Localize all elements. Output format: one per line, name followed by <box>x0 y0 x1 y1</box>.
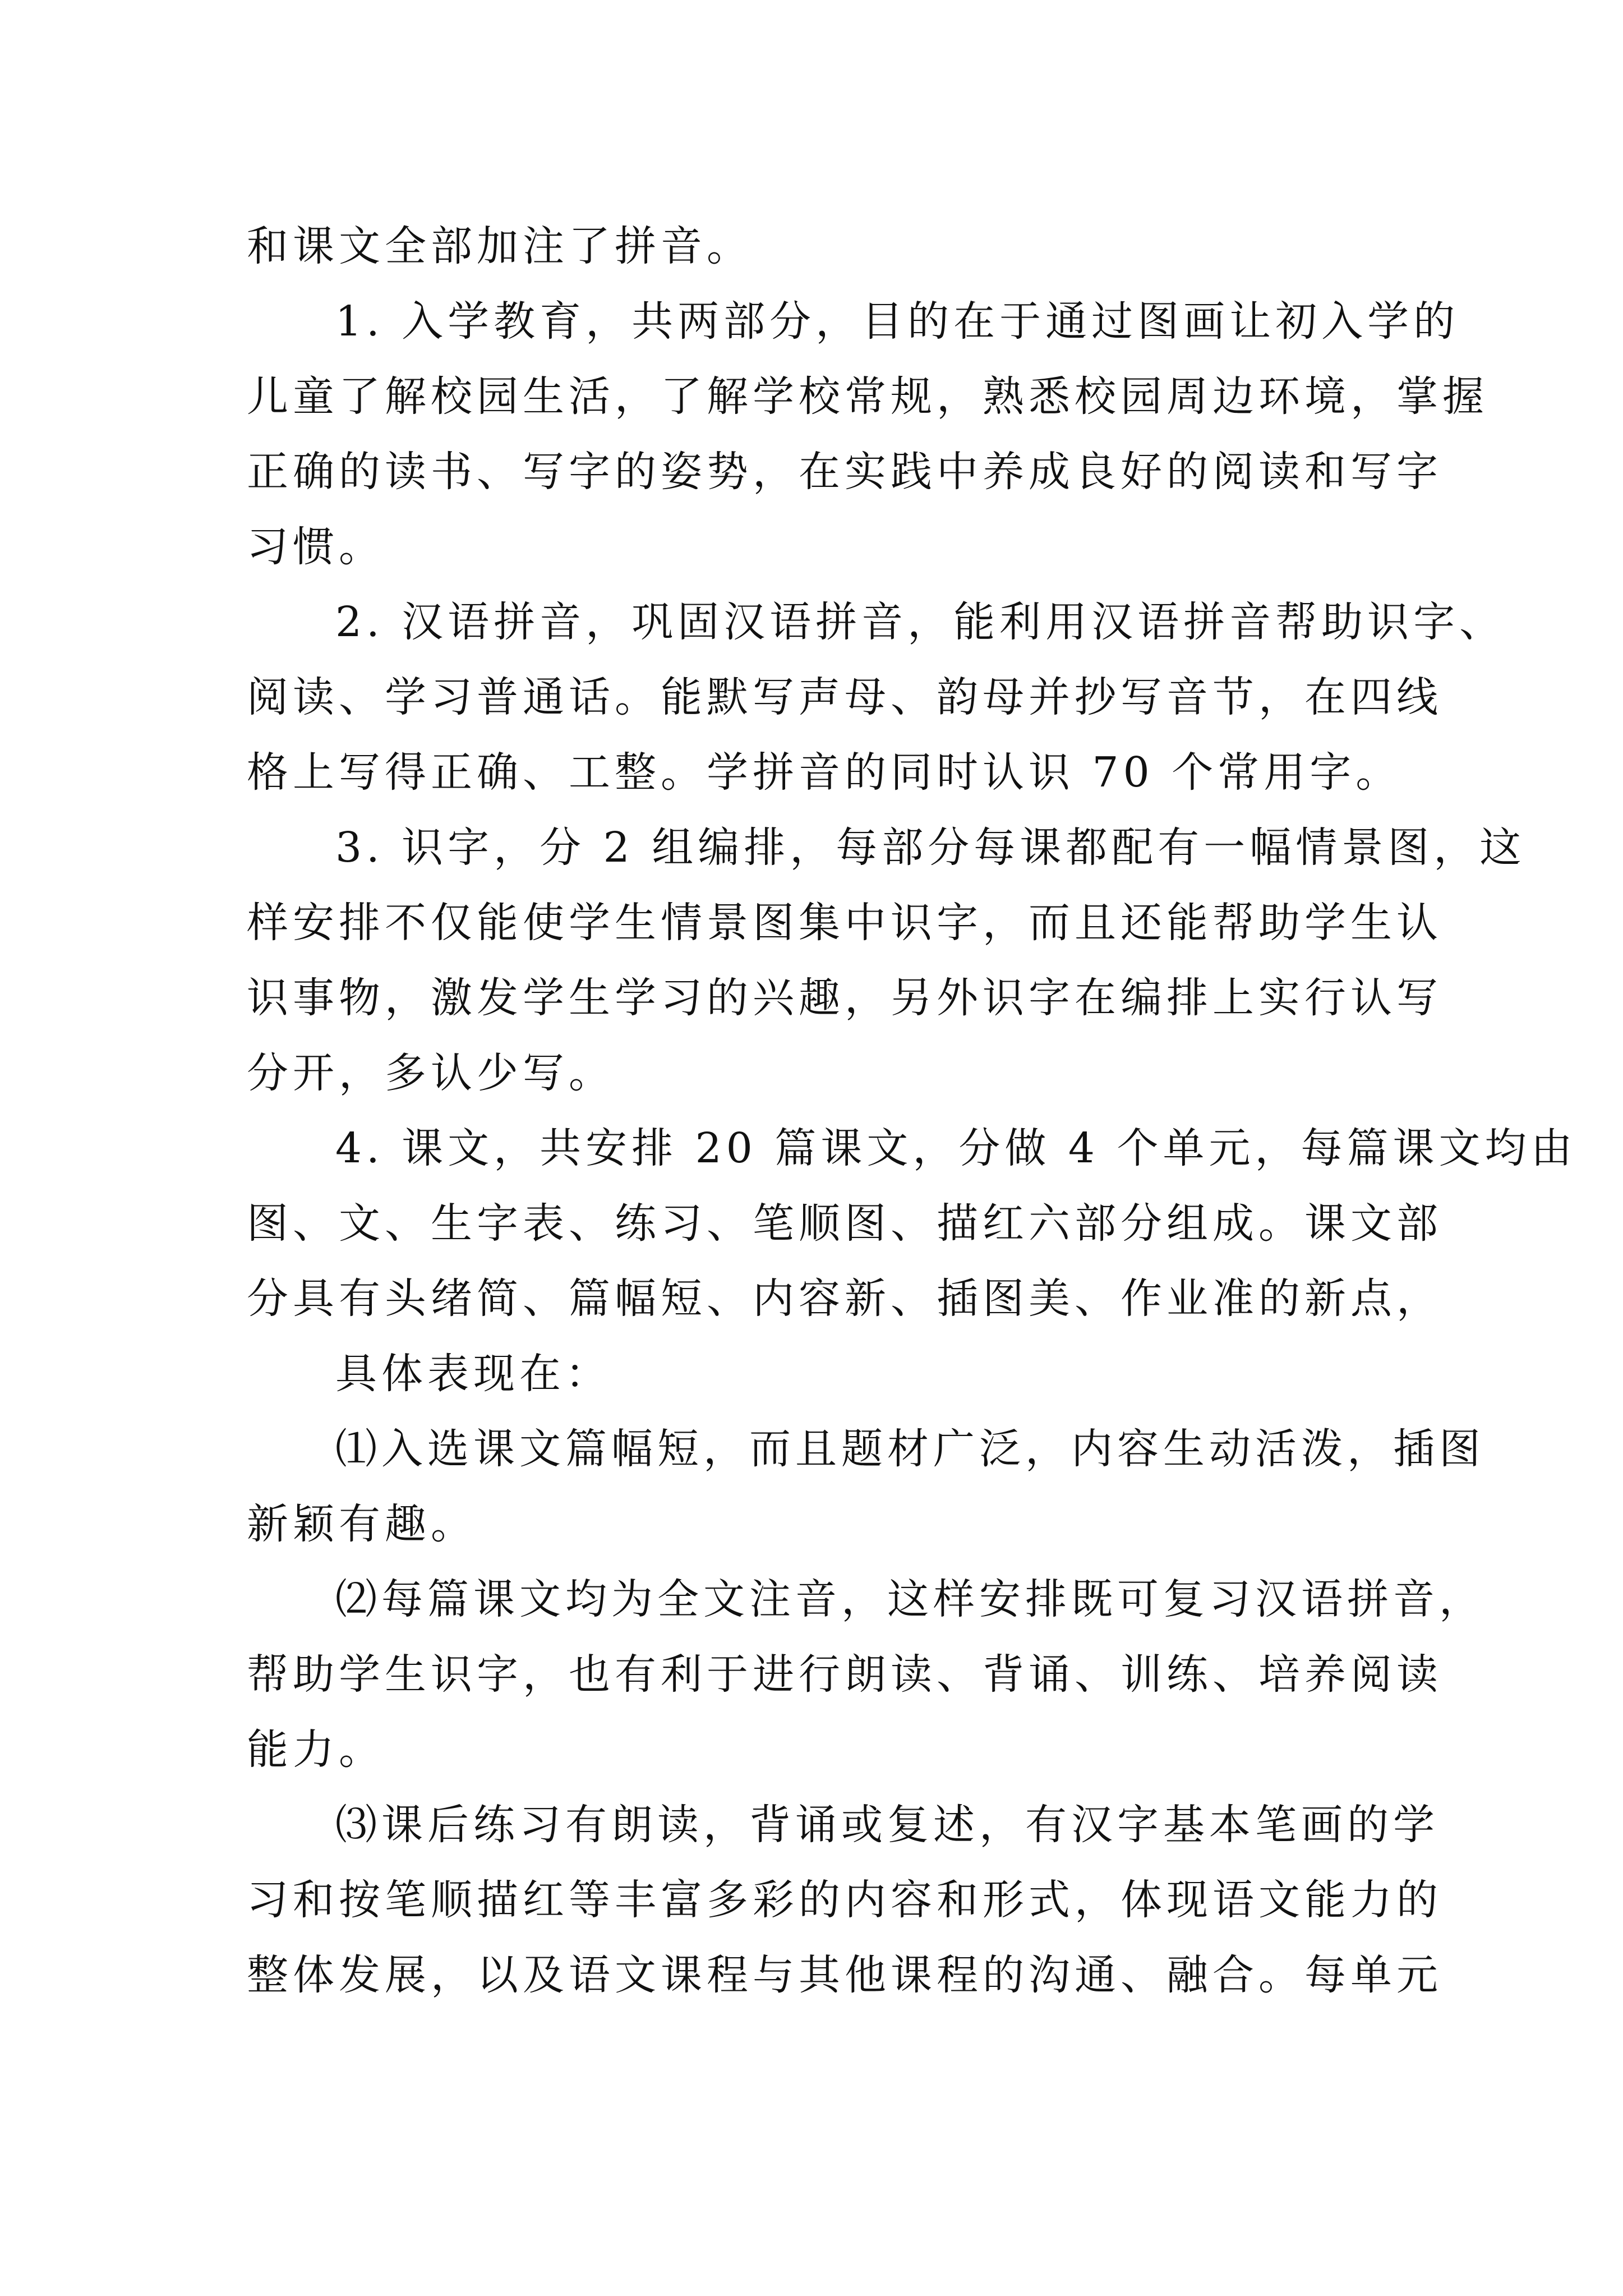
text-line: 正确的读书、写字的姿势，在实践中养成良好的阅读和写字 <box>247 448 1442 496</box>
text-line: 习和按笔顺描红等丰富多彩的内容和形式，体现语文能力的 <box>247 1876 1442 1924</box>
text-line: 分具有头绪简、篇幅短、内容新、插图美、作业准的新点， <box>247 1274 1442 1323</box>
body-text <box>247 209 1577 2013</box>
text-line: 习惯。 <box>247 523 385 571</box>
text-line: ⑶课后练习有朗读，背诵或复述，有汉字基本笔画的学 <box>335 1801 1439 1849</box>
text-line: 1. 入学教育，共两部分，目的在于通过图画让初入学的 <box>335 297 1460 346</box>
text-line: 识事物，激发学生学习的兴趣，另外识字在编排上实行认写 <box>247 974 1442 1022</box>
text-line: 2. 汉语拼音，巩固汉语拼音，能利用汉语拼音帮助识字、 <box>335 598 1506 646</box>
text-line: ⑴入选课文篇幅短，而且题材广泛，内容生动活泼，插图 <box>335 1425 1485 1473</box>
text-line: 能力。 <box>247 1726 385 1774</box>
text-line: 样安排不仅能使学生情景图集中识字，而且还能帮助学生认 <box>247 899 1442 947</box>
text-line: 图、文、生字表、练习、笔顺图、描红六部分组成。课文部 <box>247 1199 1442 1248</box>
text-line: 3. 识字，分 2 组编排，每部分每课都配有一幅情景图，这 <box>335 823 1526 872</box>
text-line: 整体发展，以及语文课程与其他课程的沟通、融合。每单元 <box>247 1951 1442 1999</box>
text-line: ⑵每篇课文均为全文注音，这样安排既可复习汉语拼音， <box>335 1575 1485 1623</box>
text-line: 分开，多认少写。 <box>247 1049 615 1097</box>
text-line: 阅读、学习普通话。能默写声母、韵母并抄写音节，在四线 <box>247 673 1442 721</box>
text-line: 儿童了解校园生活，了解学校常规，熟悉校园周边环境，掌握 <box>247 372 1488 421</box>
text-line: 帮助学生识字，也有利于进行朗读、背诵、训练、培养阅读 <box>247 1650 1442 1699</box>
text-line: 4. 课文，共安排 20 篇课文，分做 4 个单元，每篇课文均由 <box>335 1124 1577 1172</box>
text-line: 和课文全部加注了拼音。 <box>247 222 753 270</box>
text-line: 新颖有趣。 <box>247 1500 477 1548</box>
text-line: 具体表现在： <box>335 1350 611 1398</box>
text-line: 格上写得正确、工整。学拼音的同时认识 70 个常用字。 <box>247 748 1402 797</box>
